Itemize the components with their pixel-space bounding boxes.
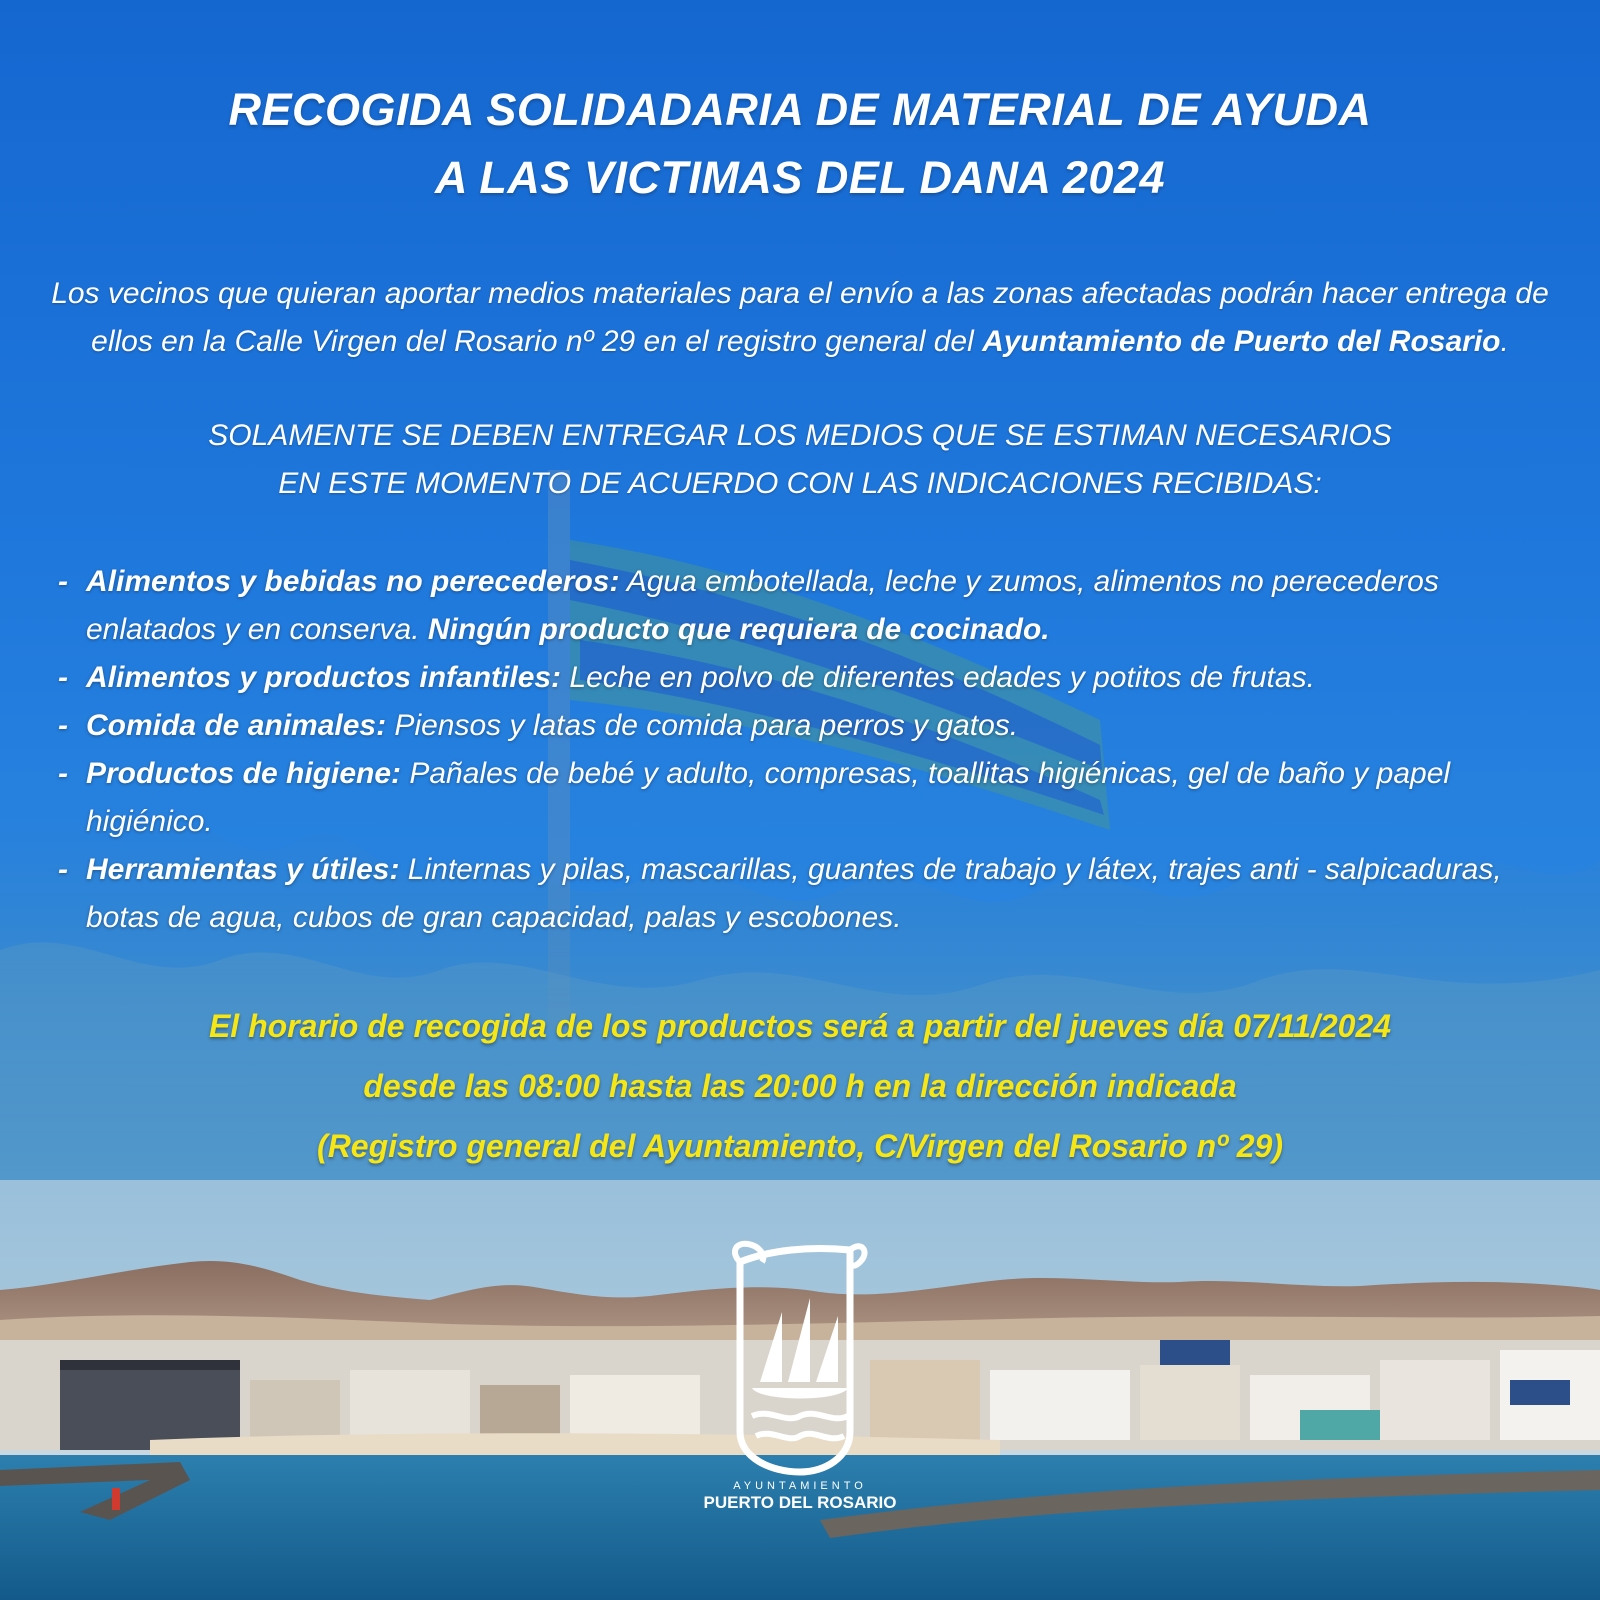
list-item-label: Herramientas y útiles: [86,853,400,886]
notice-line-2: EN ESTE MOMENTO DE ACUERDO CON LAS INDICACIONES RECIBIDAS: [278,467,1322,500]
list-item-tools [58,846,1558,942]
list-item-text: Pañales de bebé y adulto, compresas, toallitas higiénicas, gel de baño y papel higiénico. [86,757,1451,838]
list-bullet: - [58,709,68,742]
list-item-hygiene [58,750,1558,846]
list-item-text: Agua embotellada, leche y zumos, alimentos no perecederos enlatados y en conserva. [86,565,1439,646]
list-bullet: - [58,853,68,886]
notice-heading [60,412,1540,508]
list-item-label: Alimentos y productos infantiles: [86,661,562,694]
schedule-notice [60,996,1540,1176]
logo-line-1: AYUNTAMIENTO [733,1480,867,1492]
list-item-emphasis: Ningún producto que requiera de cocinado. [427,613,1050,646]
intro-paragraph [40,270,1560,366]
title-line-2: A LAS VICTIMAS DEL DANA 2024 [435,152,1165,203]
title-line-1: RECOGIDA SOLIDADARIA DE MATERIAL DE AYUDA [228,84,1372,135]
schedule-line-3: (Registro general del Ayuntamiento, C/Virgen del Rosario nº 29) [317,1128,1283,1164]
notice-line-1: SOLAMENTE SE DEBEN ENTREGAR LOS MEDIOS QUE SE ESTIMAN NECESARIOS [208,419,1392,452]
list-item-label: Comida de animales: [86,709,387,742]
intro-end: . [1500,325,1509,358]
list-item-text: Leche en polvo de diferentes edades y potitos de frutas. [561,661,1315,694]
poster-title [60,76,1540,212]
list-item-label: Productos de higiene: [86,757,402,790]
logo-line-2: PUERTO DEL ROSARIO [703,1493,897,1512]
list-item-food [58,558,1558,654]
intro-organization: Ayuntamiento de Puerto del Rosario [982,325,1501,358]
intro-text: Los vecinos que quieran aportar medios materiales para el envío a las zonas afectadas podrán hacer entrega de ellos en la Calle Virgen del Rosario nº 29 en el registro general del [51,277,1549,358]
sailing-ship-shield-icon [700,1232,900,1512]
list-bullet: - [58,757,68,790]
list-item-label: Alimentos y bebidas no perecederos: [86,565,620,598]
list-item-text: Linternas y pilas, mascarillas, guantes de trabajo y látex, trajes anti - salpicaduras, botas de agua, cubos de gran capacidad, palas y escobones. [86,853,1502,934]
list-item-animals [58,702,1558,750]
list-bullet: - [58,661,68,694]
schedule-line-2: desde las 08:00 hasta las 20:00 h en la dirección indicada [363,1068,1237,1104]
schedule-line-1: El horario de recogida de los productos será a partir del jueves día 07/11/2024 [208,1008,1392,1044]
list-bullet: - [58,565,68,598]
list-item-text: Piensos y latas de comida para perros y gatos. [386,709,1019,742]
list-item-infant [58,654,1558,702]
items-list [58,558,1558,942]
